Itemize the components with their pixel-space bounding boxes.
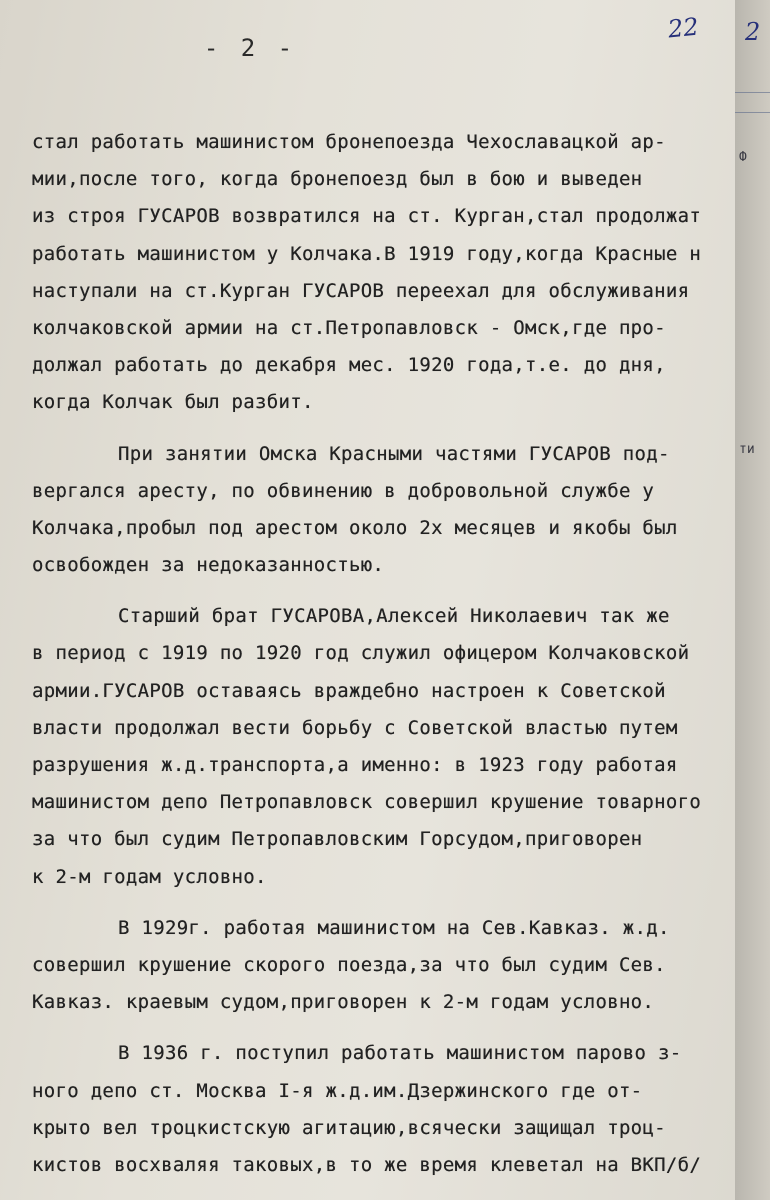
paragraph-5 [32, 1035, 747, 1184]
edge-fragment: Ф [739, 150, 747, 165]
text-line: совершил крушение скорого поезда,за что был судим Сев. [32, 953, 666, 976]
text-line: вергался аресту, по обвинению в добровольной службе у [32, 479, 655, 502]
paragraph-2 [32, 436, 747, 585]
text-line: за что был судим Петропавловским Горсудом,приговорен [32, 828, 643, 851]
text-line: крыто вел троцкистскую агитацию,всячески защищал троц- [32, 1116, 666, 1139]
text-line: машинистом депо Петропавловск совершил крушение товарного [32, 791, 702, 814]
ruled-line [735, 92, 770, 93]
text-line: когда Колчак был разбит. [32, 391, 314, 414]
text-line: должал работать до декабря мес. 1920 года,т.е. до дня, [32, 354, 666, 377]
edge-fragment: ти [739, 442, 755, 457]
handwritten-folio-number: 22 [666, 12, 700, 44]
text-line: работать машинистом у Колчака.В 1919 году,когда Красные н [32, 242, 702, 265]
paragraph-3 [32, 598, 747, 896]
text-line: разрушения ж.д.транспорта,а именно: в 1923 году работая [32, 754, 678, 776]
handwritten-folio-number-edge: 2 [745, 18, 761, 46]
text-line: в период с 1919 по 1920 год служил офицером Колчаковской [32, 642, 690, 665]
text-line: власти продолжал вести борьбу с Советской властью путем [32, 716, 678, 739]
text-line: Кавказ. краевым судом,приговорен к 2-м годам условно. [32, 991, 655, 1014]
paragraph-4 [32, 910, 747, 1022]
text-line: армии.ГУСАРОВ оставаясь враждебно настроен к Советской [32, 679, 666, 702]
page-number: - 2 - [203, 34, 297, 62]
underlying-page-edge [735, 0, 770, 1200]
text-line: кистов восхваляя таковых,в то же время клеветал на ВКП/б/ [32, 1153, 702, 1176]
text-line: Старший брат ГУСАРОВА,Алексей Николаевич так же [118, 605, 670, 628]
text-line: ного депо ст. Москва I-я ж.д.им.Дзержинского где от- [32, 1079, 643, 1102]
body-text [32, 124, 747, 1184]
text-line: мии,после того, когда бронепоезд был в бою и выведен [32, 168, 643, 191]
text-line: стал работать машинистом бронепоезда Чехославацкой ар- [32, 131, 666, 153]
text-line: При занятии Омска Красными частями ГУСАРОВ под- [118, 442, 670, 465]
text-line: колчаковской армии на ст.Петропавловск - Омск,где про- [32, 316, 666, 339]
text-line: В 1929г. работая машинистом на Сев.Кавказ. ж.д. [118, 916, 670, 939]
text-line: наступали на ст.Курган ГУСАРОВ переехал для обслуживания [32, 279, 690, 302]
ruled-line [735, 112, 770, 113]
text-line: Колчака,пробыл под арестом около 2х месяцев и якобы был [32, 516, 678, 539]
text-line: освобожден за недоказанностью. [32, 554, 385, 577]
paragraph-1 [32, 124, 747, 422]
text-line: к 2-м годам условно. [32, 865, 267, 888]
text-line: из строя ГУСАРОВ возвратился на ст. Курган,стал продолжат [32, 205, 702, 228]
text-line: В 1936 г. поступил работать машинистом парово з- [118, 1042, 682, 1065]
